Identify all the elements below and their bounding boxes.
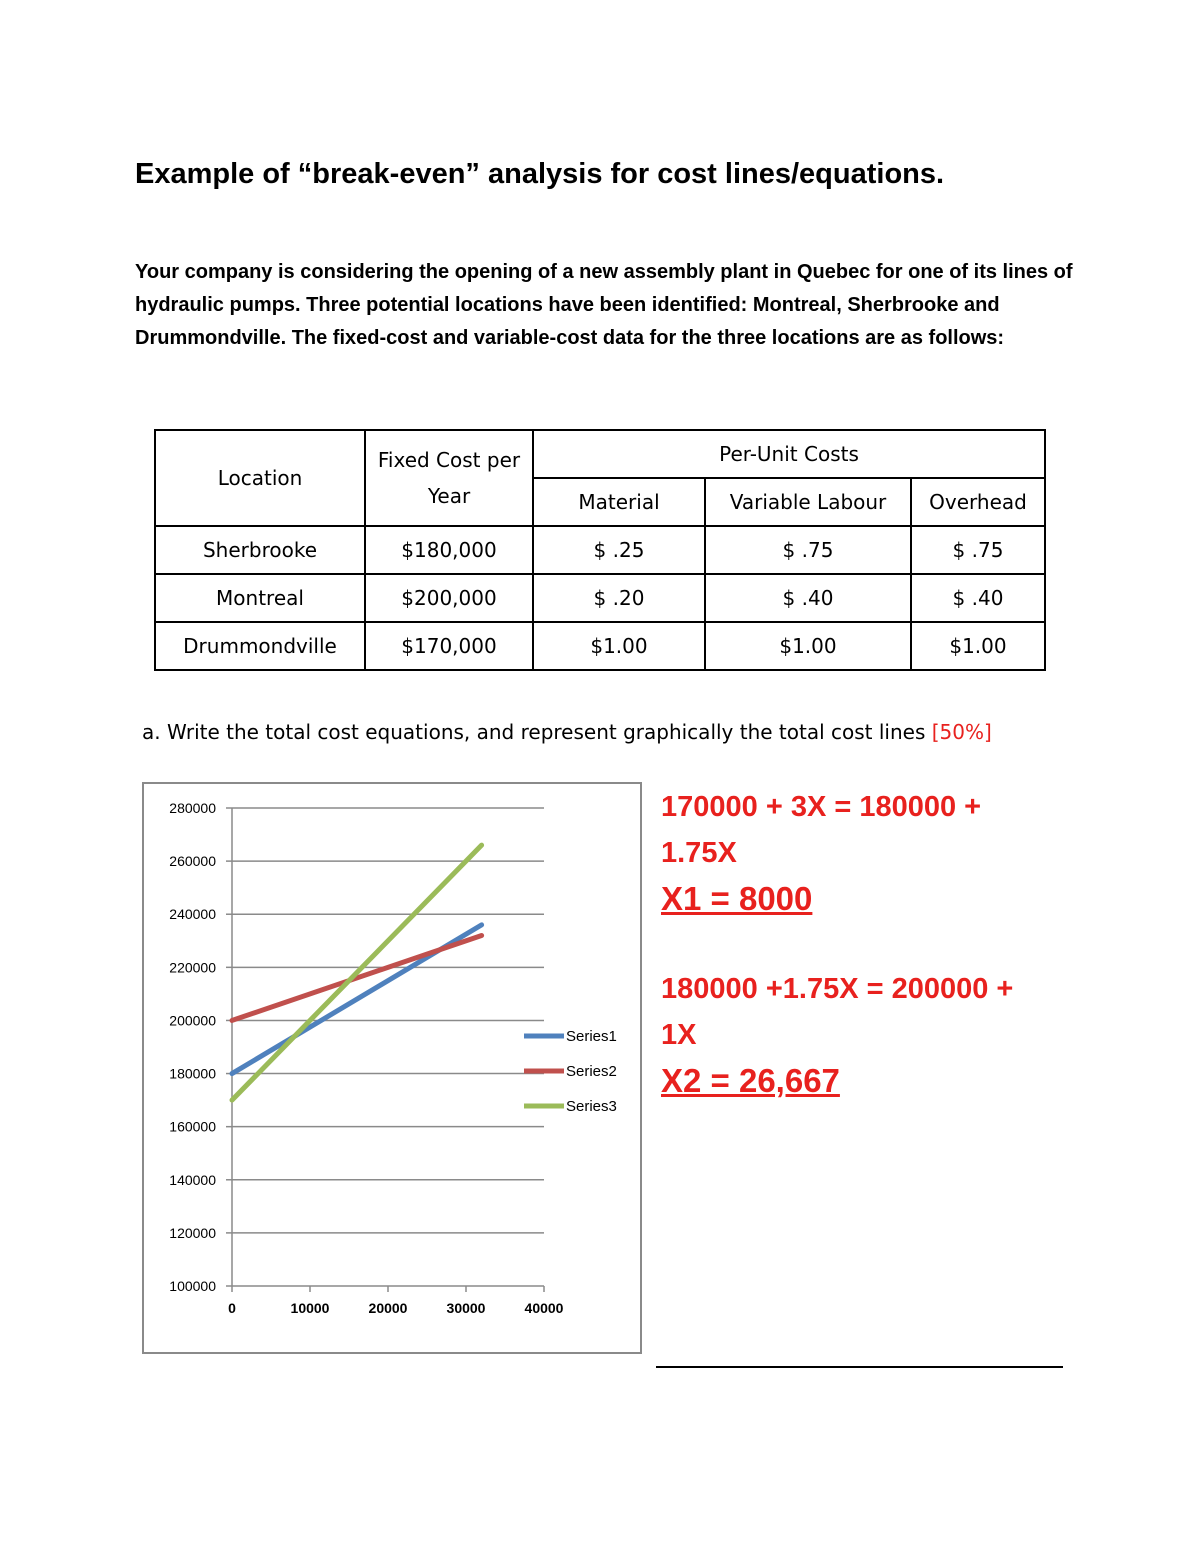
header-location: Location [155,430,365,526]
cell-fixed-cost: $200,000 [365,574,533,622]
header-material: Material [533,478,705,526]
cost-chart-svg [144,784,640,1352]
signature-line [656,1366,1063,1368]
intro-paragraph: Your company is considering the opening of a new assembly plant in Quebec for one of its lines of hydraulic pumps. Three potential locations have been identified: Montreal, Sherbrooke and Drummondville. The fixed-cost and variable-cost data for the three locations are as follows: [135,261,1073,349]
cell-overhead: $1.00 [911,622,1045,670]
header-per-unit-costs: Per-Unit Costs [533,430,1045,478]
cell-material: $ .20 [533,574,705,622]
cell-labour: $1.00 [705,622,911,670]
cell-material: $1.00 [533,622,705,670]
y-tick-label: 100000 [169,1278,216,1294]
cell-labour: $ .40 [705,574,911,622]
equation-2-line-1: 180000 +1.75X = 200000 + [661,973,1014,1005]
cell-fixed-cost: $170,000 [365,622,533,670]
header-fixed-cost: Fixed Cost per Year [365,430,533,526]
cell-location: Drummondville [155,622,365,670]
question-text: a. Write the total cost equations, and represent graphically the total cost lines [142,720,932,744]
table-row [155,526,1045,574]
x-tick-label: 0 [228,1300,236,1316]
header-overhead: Overhead [911,478,1045,526]
cell-labour: $ .75 [705,526,911,574]
x-tick-label: 10000 [290,1300,330,1316]
cell-fixed-cost: $180,000 [365,526,533,574]
series-line-3 [232,845,482,1100]
legend-label-2: Series2 [566,1063,617,1080]
cell-overhead: $ .40 [911,574,1045,622]
equation-1-line-2: 1.75X [661,837,737,869]
x-tick-label: 40000 [524,1300,564,1316]
equation-2-line-2: 1X [661,1019,697,1051]
page-title: Example of “break-even” analysis for cost lines/equations. [135,158,945,190]
y-tick-label: 120000 [169,1224,216,1241]
cost-chart [142,782,642,1354]
header-variable-labour: Variable Labour [705,478,911,526]
result-x2: X2 = 26,667 [661,1062,840,1099]
result-x1: X1 = 8000 [661,880,813,917]
x-tick-label: 30000 [446,1300,486,1316]
y-tick-label: 180000 [169,1065,216,1082]
legend-label-1: Series1 [566,1028,617,1045]
cell-material: $ .25 [533,526,705,574]
x-tick-label: 20000 [368,1300,408,1316]
y-tick-label: 240000 [169,906,216,923]
y-tick-label: 140000 [169,1171,216,1188]
series-line-2 [232,935,482,1020]
cell-location: Sherbrooke [155,526,365,574]
y-tick-label: 280000 [169,800,216,816]
legend-label-3: Series3 [566,1098,617,1115]
question-a [142,720,992,744]
table-row [155,574,1045,622]
question-weight: [50%] [931,720,992,744]
y-tick-label: 220000 [169,959,216,976]
equation-1-line-1: 170000 + 3X = 180000 + [661,791,982,823]
y-tick-label: 200000 [169,1012,216,1029]
cell-location: Montreal [155,574,365,622]
cost-table [154,429,1046,671]
y-tick-label: 160000 [169,1118,216,1135]
cell-overhead: $ .75 [911,526,1045,574]
table-row [155,622,1045,670]
answers-block [661,784,1081,1104]
y-tick-label: 260000 [169,853,216,870]
